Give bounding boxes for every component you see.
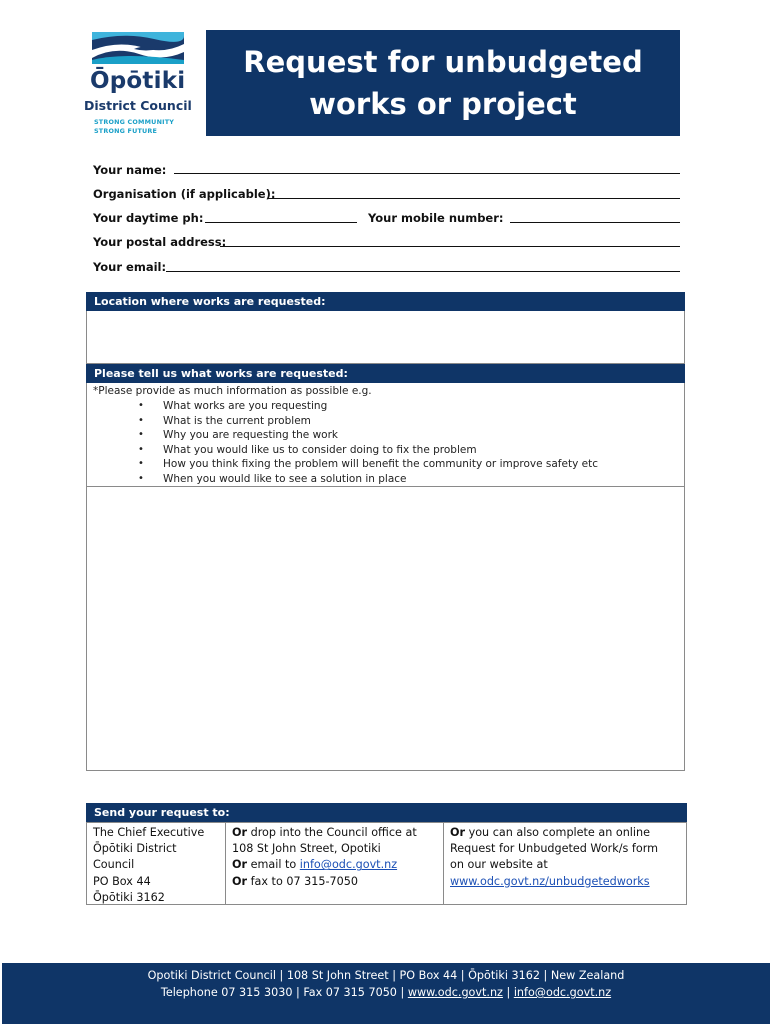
organisation-field[interactable] xyxy=(268,198,680,199)
footer-address: Opotiki District Council | 108 St John Street | PO Box 44 | Ōpōtiki 3162 | New Zealand xyxy=(147,969,625,982)
send-col-online xyxy=(443,823,686,904)
or-label: Or xyxy=(450,826,466,839)
online-website-text: on our website at xyxy=(450,858,548,872)
name-label: Your name: xyxy=(93,163,167,177)
logo-tagline-1: STRONG COMMUNITY xyxy=(94,118,175,126)
name-field[interactable] xyxy=(174,173,680,174)
footer-website-link[interactable]: www.odc.govt.nz xyxy=(407,986,503,999)
email-label: Your email: xyxy=(93,260,167,274)
title-line-1: Request for unbudgeted xyxy=(243,45,643,79)
send-postal-line: The Chief Executive xyxy=(93,826,205,839)
or-label: Or xyxy=(232,858,248,872)
fax-text: fax to 07 315-7050 xyxy=(247,874,358,888)
website-link[interactable]: www.odc.govt.nz/unbudgetedworks xyxy=(450,874,650,888)
works-bullet-list xyxy=(136,399,598,486)
email-field[interactable] xyxy=(166,271,680,272)
online-form-text: Request for Unbudgeted Work/s form xyxy=(450,842,658,856)
location-input-area[interactable] xyxy=(87,312,684,363)
daytime-ph-label: Your daytime ph: xyxy=(93,211,204,225)
or-label: Or xyxy=(232,826,248,839)
works-header: Please tell us what works are requested: xyxy=(86,364,685,383)
footer-email-link[interactable]: info@odc.govt.nz xyxy=(513,986,612,999)
list-item: • What you would like us to consider doing to fix the problem xyxy=(136,443,598,458)
send-col-postal xyxy=(87,823,225,904)
postal-address-field[interactable] xyxy=(220,246,680,247)
logo-tagline-2: STRONG FUTURE xyxy=(94,127,158,135)
list-item: • What works are you requesting xyxy=(136,399,598,414)
organisation-label: Organisation (if applicable): xyxy=(93,187,276,201)
logo-council: District Council xyxy=(84,98,192,113)
wave-logo-icon xyxy=(84,30,196,66)
footer-phone: Telephone 07 315 3030 | Fax 07 315 7050 | xyxy=(160,986,408,999)
or-label: Or xyxy=(232,874,248,888)
email-text: email to xyxy=(247,858,300,872)
title-block xyxy=(206,30,680,136)
logo-name: Ōpōtiki xyxy=(90,68,186,94)
list-item: • How you think fixing the problem will benefit the community or improve safety etc xyxy=(136,457,598,472)
daytime-ph-field[interactable] xyxy=(205,222,357,223)
list-item: • When you would like to see a solution in place xyxy=(136,472,598,487)
send-header: Send your request to: xyxy=(86,803,687,822)
send-postal-line: Ōpōtiki District xyxy=(93,842,177,856)
online-text: you can also complete an online xyxy=(465,826,650,839)
list-item: • What is the current problem xyxy=(136,414,598,429)
footer xyxy=(2,963,770,1024)
footer-contact xyxy=(2,986,770,999)
title-line-2: works or project xyxy=(309,87,577,121)
page-title xyxy=(228,41,658,125)
email-link[interactable]: info@odc.govt.nz xyxy=(299,858,398,872)
send-postal-line: Council xyxy=(93,858,135,872)
list-item: • Why you are requesting the work xyxy=(136,428,598,443)
send-col-office xyxy=(225,823,443,904)
mobile-label: Your mobile number: xyxy=(368,211,504,225)
postal-address-label: Your postal address: xyxy=(93,235,227,249)
mobile-field[interactable] xyxy=(510,222,680,223)
send-postal-line: PO Box 44 xyxy=(93,874,151,888)
footer-separator: | xyxy=(502,986,514,999)
council-logo xyxy=(84,30,196,140)
location-header: Location where works are requested: xyxy=(86,292,685,311)
works-note: *Please provide as much information as possible e.g. xyxy=(93,385,372,397)
office-address: 108 St John Street, Opotiki xyxy=(232,842,381,856)
send-table xyxy=(86,822,687,905)
office-text: drop into the Council office at xyxy=(247,826,417,839)
send-postal-line: Ōpōtiki 3162 xyxy=(93,890,165,904)
works-input-area[interactable] xyxy=(87,487,684,770)
